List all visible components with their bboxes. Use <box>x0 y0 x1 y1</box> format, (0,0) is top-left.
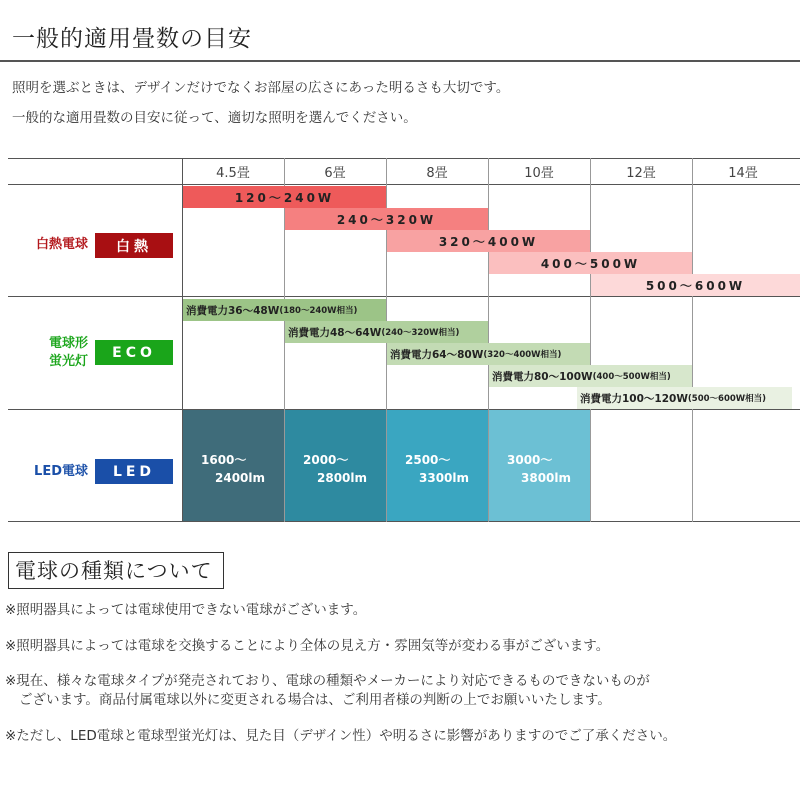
incandescent-range-bar: 240～320W <box>285 208 488 230</box>
note-3a: ※現在、様々な電球タイプが発売されており、電球の種類やメーカーにより対応できるものできないものが <box>5 673 650 689</box>
title-divider <box>0 60 800 62</box>
note-4: ※ただし、LED電球と電球型蛍光灯は、見た目（デザイン性）や明るさに影響がありますのでご了承ください。 <box>5 728 677 744</box>
eco-range-bar <box>577 387 792 409</box>
table-rule-top <box>8 158 800 159</box>
column-header-8: 8畳 <box>426 166 448 181</box>
eco-wattage: 消費電力64～80W <box>390 348 484 361</box>
column-header-14: 14畳 <box>728 166 758 181</box>
eco-equivalent: (180～240W相当) <box>279 306 358 316</box>
eco-range-bar <box>285 321 488 343</box>
led-lumen-max: 3300lm <box>419 471 470 485</box>
table-rule-header <box>8 184 800 185</box>
led-lumen-cell <box>183 410 284 521</box>
column-header-12: 12畳 <box>626 166 656 181</box>
eco-label-line1: 電球形 <box>48 336 88 351</box>
eco-row-label <box>49 335 88 371</box>
eco-equivalent: (400～500W相当) <box>592 372 671 382</box>
eco-equivalent: (240～320W相当) <box>381 328 460 338</box>
incandescent-row-label: 白熱電球 <box>35 237 88 252</box>
incandescent-range-bar: 320～400W <box>387 230 590 252</box>
column-header-6: 6畳 <box>324 166 346 181</box>
eco-range-bar <box>183 299 386 321</box>
column-header-4.5: 4.5畳 <box>216 166 250 181</box>
note-3b: ございます。商品付属電球以外に変更される場合は、ご利用者様の判断の上でお願いいたします。 <box>19 692 611 708</box>
led-lumen-cell <box>489 410 590 521</box>
eco-wattage: 消費電力48～64W <box>288 326 382 339</box>
led-lumen-cell <box>285 410 386 521</box>
led-lumen-max: 2400lm <box>215 471 266 485</box>
table-rule-bottom <box>8 521 800 522</box>
intro-line-2: 一般的な適用畳数の目安に従って、適切な照明を選んでください。 <box>12 110 417 126</box>
intro-line-1: 照明を選ぶときは、デザインだけでなくお部屋の広さにあった明るさも大切です。 <box>12 80 510 96</box>
eco-wattage: 消費電力80～100W <box>492 370 593 383</box>
table-col-divider <box>590 158 591 522</box>
led-lumen-min: 2500～ <box>405 453 451 467</box>
led-lumen-cell <box>387 410 488 521</box>
eco-badge: ECO <box>95 340 173 365</box>
eco-equivalent: (320～400W相当) <box>483 350 562 360</box>
led-lumen-max: 3800lm <box>521 471 572 485</box>
incandescent-range-bar: 500～600W <box>591 274 800 296</box>
eco-equivalent: (500～600W相当) <box>687 394 767 404</box>
led-lumen-min: 1600～ <box>201 453 247 467</box>
incandescent-range-bar: 120～240W <box>183 186 386 208</box>
table-rule-row1 <box>8 296 800 297</box>
eco-wattage: 消費電力36～48W <box>186 304 280 317</box>
page-title: 一般的適用畳数の目安 <box>12 26 252 52</box>
led-lumen-min: 2000～ <box>303 453 349 467</box>
note-1: ※照明器具によっては電球使用できない電球がございます。 <box>5 602 367 618</box>
eco-range-bar <box>489 365 692 387</box>
led-badge: LED <box>95 459 173 484</box>
led-lumen-max: 2800lm <box>317 471 368 485</box>
note-2: ※照明器具によっては電球を交換することにより全体の見え方・雰囲気等が変わる事がございます。 <box>5 638 610 654</box>
led-row-label: LED電球 <box>34 464 88 479</box>
table-col-divider <box>692 158 693 522</box>
section-title-bulb-types: 電球の種類について <box>8 552 224 589</box>
led-lumen-min: 3000～ <box>507 453 553 467</box>
incandescent-badge: 白熱 <box>95 233 173 258</box>
eco-label-line2: 蛍光灯 <box>48 354 88 369</box>
incandescent-range-bar: 400～500W <box>489 252 692 274</box>
eco-wattage: 消費電力100～120W <box>580 392 688 405</box>
eco-range-bar <box>387 343 590 365</box>
column-header-10: 10畳 <box>524 166 554 181</box>
